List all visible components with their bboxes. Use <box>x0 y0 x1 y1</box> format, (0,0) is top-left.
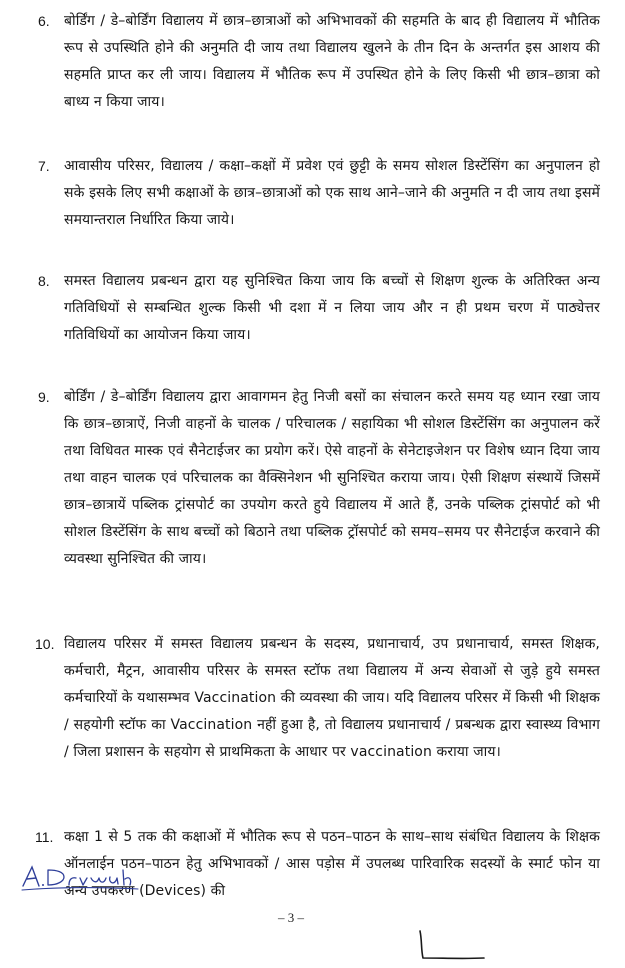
item-number: 10. <box>35 636 55 652</box>
item-number: 6. <box>38 13 50 29</box>
item-text: समस्त विद्यालय प्रबन्धन द्वारा यह सुनिश्चित किया जाय कि बच्चों से शिक्षण शुल्क के अतिरिक्त अन्य गतिविधियों से सम्बन्धित शुल्क किसी भी दशा में न लिया जाय और न ही प्रथम चरण में पाठ्येत्तर गतिविधियों का आयोजन किया जाय। <box>64 273 600 343</box>
list-item-7 <box>38 153 600 234</box>
item-text: कक्षा 1 से 5 तक की कक्षाओं में भौतिक रूप से पठन–पाठन के साथ–साथ संबंधित विद्यालय के शिक्षक ऑनलाईन पठन–पाठन हेतु अभिभावकों / आस पड़ोस में उपलब्ध पारिवारिक सदस्यों के स्मार्ट फोन या अन्य उपकरण (Devices) की <box>64 829 600 899</box>
item-text: बोर्डिंग / डे–बोर्डिंग विद्यालय द्वारा आवागमन हेतु निजी बसों का संचालन करते समय यह ध्यान रखा जाय कि छात्र–छात्राऐं, निजी वाहनों के चालक / परिचालक / सहायिका भी सोशल डिस्टेंसिंग का अनुपालन करें तथा विधिवत मास्क एवं सैनेटाईजर का प्रयोग करें। ऐसे वाहनों के सेनेटाइजेशन पर विशेष ध्यान दिया जाय तथा वाहन चालक एवं परिचालक का वैक्सिनेशन भी सुनिश्चित कराया जाय। ऐसी शिक्षण संस्थायें जिसमें छात्र–छात्रायें पब्लिक ट्रांसपोर्ट का उपयोग करते हुये विद्यालय में आते हैं, उनके पब्लिक ट्रांसपोर्ट को भी सोशल डिस्टेंसिंग के साथ बच्चों को बिठाने तथा पब्लिक ट्रॉसपोर्ट को समय–समय पर सैनेटाईज करवाने की व्यवस्था सुनिश्चित की जाय। <box>64 389 600 567</box>
item-text: विद्यालय परिसर में समस्त विद्यालय प्रबन्धन के सदस्य, प्रधानाचार्य, उप प्रधानाचार्य, समस्त शिक्षक, कर्मचारी, मैट्रन, आवासीय परिसर के समस्त स्टॉफ तथा विद्यालय में अन्य सेवाओं से जुड़े हुये समस्त कर्मचारियों के यथासम्भव Vaccination की व्यवस्था की जाय। यदि विद्यालय परिसर में किसी भी शिक्षक / सहयोगी स्टॉफ का Vaccination नहीं हुआ है, तो विद्यालय प्रधानाचार्य / प्रबन्धक द्वारा स्वास्थ्य विभाग / जिला प्रशासन के सहयोग से प्राथमिकता के आधार पर vaccination कराया जाय। <box>64 636 600 760</box>
item-number: 11. <box>35 829 54 845</box>
item-number: 9. <box>38 389 50 405</box>
page-number: – 3 – <box>278 910 304 925</box>
item-number: 8. <box>38 273 50 289</box>
item-number: 7. <box>38 158 50 174</box>
list-item-9 <box>38 384 600 573</box>
item-text: बोर्डिंग / डे–बोर्डिंग विद्यालय में छात्र–छात्राओं को अभिभावकों की सहमति के बाद ही विद्यालय में भौतिक रूप से उपस्थिति होने की अनुमति दी जाय तथा विद्यालय खुलने के तीन दिन के अन्तर्गत इस आशय की सहमति प्राप्त कर ली जाय। विद्यालय में भौतिक रूप में उपस्थित होने के लिए किसी भी छात्र–छात्रा को बाध्य न किया जाय। <box>64 13 600 110</box>
initial-mark-stroke <box>408 928 488 962</box>
handwritten-signature <box>20 862 140 892</box>
list-item-8 <box>38 268 600 349</box>
list-item-10 <box>35 631 600 766</box>
item-text: आवासीय परिसर, विद्यालय / कक्षा–कक्षों में प्रवेश एवं छुट्टी के समय सोशल डिस्टेंसिंग का अनुपालन हो सके इसके लिए सभी कक्षाओं के छात्र–छात्राओं को एक साथ आने–जाने की अनुमति न दी जाय तथा इसमें समयान्तराल निर्धारित किया जाये। <box>64 158 600 228</box>
list-item-6 <box>38 8 600 116</box>
